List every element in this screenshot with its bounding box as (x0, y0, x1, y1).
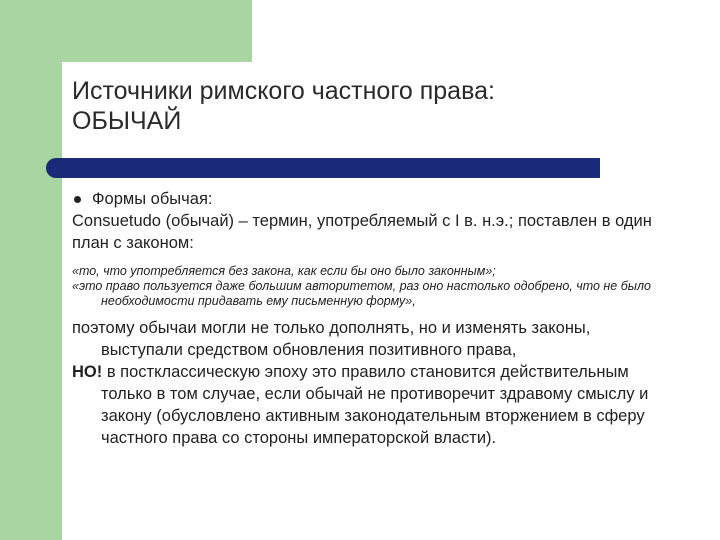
bullet-text: Формы обычая: (92, 190, 213, 208)
title-line-2: ОБЫЧАЙ (72, 107, 182, 135)
paragraph-2-text: в постклассическую эпоху это правило становится действительным только в том случае, если обычай не противоречит здравому смыслу и закону (обусловлено активным законодательным вторжением в сферу частного права со стороны императорской власти). (101, 363, 649, 447)
definition-term: Consuetudo (обычай) (72, 212, 235, 230)
decorative-green-strip (0, 0, 62, 540)
quote-2: «это право пользуется даже большим авторитетом, раз оно настолько одобрено, что не было необходимости придавать ему письменную форму», (72, 279, 651, 308)
title-divider-bar (58, 158, 600, 178)
paragraph-1: поэтому обычаи могли не только дополнять, но и изменять законы, выступали средством обновления позитивного права, (72, 319, 591, 359)
title-line-1: Источники римского частного права: (72, 77, 495, 105)
bullet-item (72, 188, 672, 210)
definition-paragraph (72, 210, 672, 254)
paragraph-2 (72, 361, 672, 449)
quote-1: «то, что употребляется без закона, как если бы оно было законным»; (72, 264, 496, 278)
decorative-green-block (0, 0, 252, 62)
slide-title (72, 76, 692, 136)
bullet-dot-icon (74, 196, 81, 203)
slide-body (72, 188, 672, 449)
emphasis-label: НО! (72, 363, 103, 381)
definition-text: – термин, употребляемый с I в. н.э.; поставлен в один план с законом: (72, 212, 652, 252)
